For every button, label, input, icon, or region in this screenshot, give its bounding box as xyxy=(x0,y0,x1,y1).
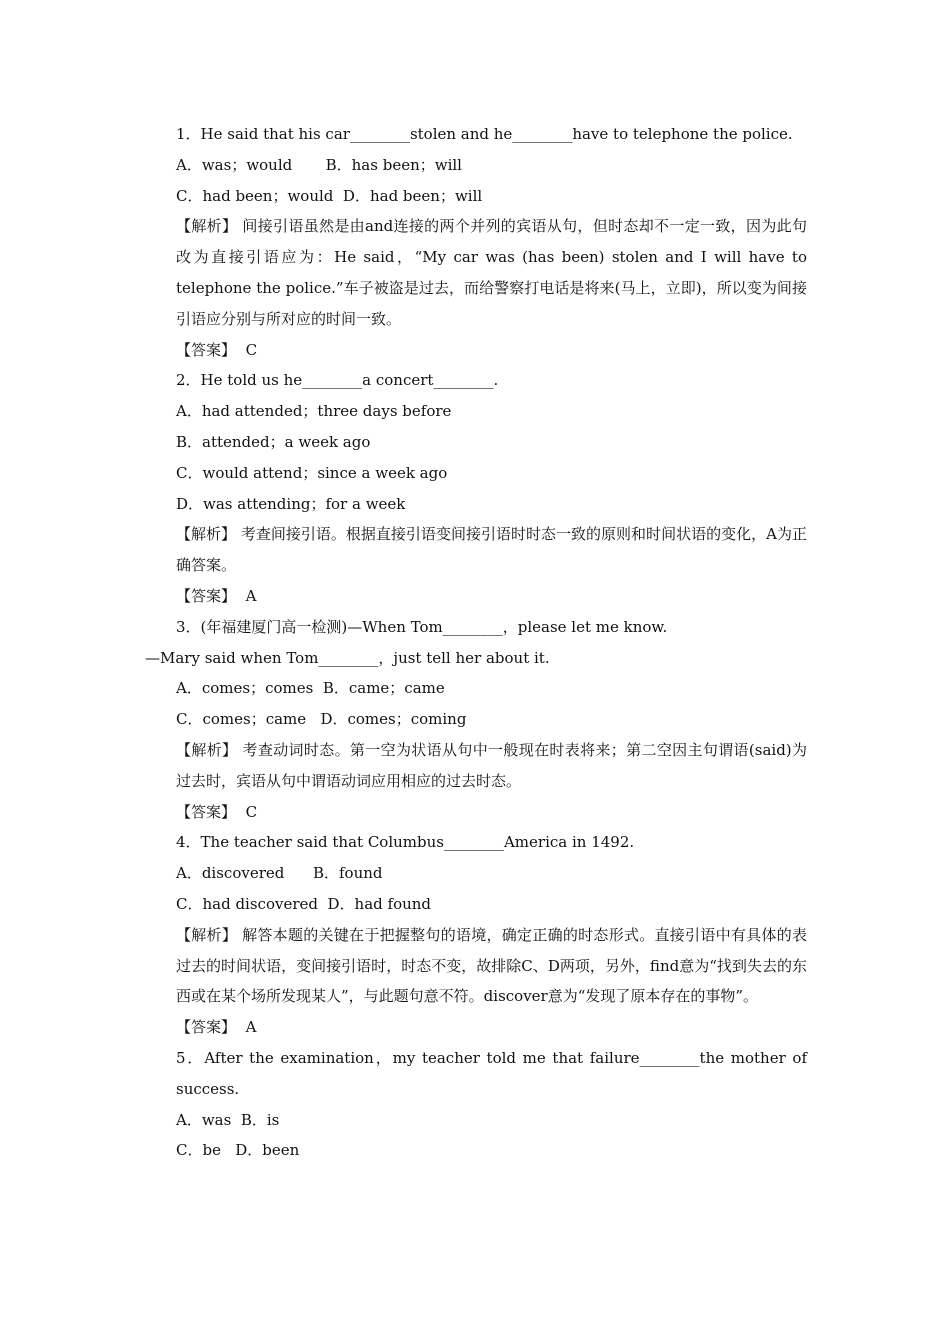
question-stem-continued: —Mary said when Tom________，just tell her about it. xyxy=(145,648,550,667)
question-stem: 3．(年福建厦门高一检测)—When Tom________，please let me know. xyxy=(176,617,668,636)
answer-value: C xyxy=(245,802,258,821)
option-line: C．had been；would D．had been；will xyxy=(176,186,483,205)
answer-value: C xyxy=(245,340,258,359)
question-5 xyxy=(145,1043,812,1166)
exercise-content xyxy=(145,119,812,1166)
analysis-paragraph xyxy=(145,920,807,1012)
option-line: A．discovered B．found xyxy=(176,864,383,883)
answer-line xyxy=(145,1012,807,1043)
answer-line xyxy=(145,581,807,612)
option-line: C．had discovered D．had found xyxy=(176,894,432,913)
option-line: B．attended；a week ago xyxy=(176,432,371,451)
analysis-tag: 【解析】 xyxy=(176,925,238,944)
answer-value: A xyxy=(245,1018,257,1037)
question-2 xyxy=(145,365,807,611)
option-line: A．comes；comes B．came；came xyxy=(176,679,445,698)
option-line: A．had attended；three days before xyxy=(176,402,452,421)
analysis-text: 考查动词时态。第一空为状语从句中一般现在时表将来；第二空因主句谓语(said)为过去时，宾语从句中谓语动词应用相应的过去时态。 xyxy=(176,740,807,790)
question-1 xyxy=(145,119,807,365)
option-line: A．was；would B．has been；will xyxy=(176,155,462,174)
analysis-paragraph xyxy=(145,519,807,581)
question-stem: 4．The teacher said that Columbus________America in 1492. xyxy=(176,833,635,852)
question-stem: 2．He told us he________a concert________. xyxy=(176,371,499,390)
analysis-tag: 【解析】 xyxy=(176,217,238,236)
question-stem: 1．He said that his car________stolen and he________have to telephone the police. xyxy=(176,125,793,143)
analysis-text: 间接引语虽然是由and连接的两个并列的宾语从句，但时态却不一定一致，因为此句改为直接引语应为：He said，“My car was (has been) stolen and I will have to telephone the police.”车子被盗是过去，而给警察打电话是将来(马上，立即)，所以变为间接引语应分别与所对应的时间一致。 xyxy=(176,217,807,328)
answer-tag: 【答案】 xyxy=(176,802,237,821)
question-stem: 5．After the examination，my teacher told me that failure________the mother of success. xyxy=(176,1048,812,1098)
option-line: C．comes；came D．comes；coming xyxy=(176,710,467,729)
analysis-text: 解答本题的关键在于把握整句的语境，确定正确的时态形式。直接引语中有具体的表过去的时间状语，变间接引语时，时态不变，故排除C、D两项，另外，find意为“找到失去的东西或在某个场所发现某人”，与此题句意不符。discover意为“发现了原本存在的事物”。 xyxy=(176,925,807,1006)
answer-tag: 【答案】 xyxy=(176,586,237,605)
answer-line xyxy=(145,335,807,366)
answer-tag: 【答案】 xyxy=(176,1018,237,1037)
answer-value: A xyxy=(245,586,257,605)
analysis-text: 考查间接引语。根据直接引语变间接引语时时态一致的原则和时间状语的变化，A为正确答案。 xyxy=(176,525,807,575)
question-3 xyxy=(145,612,807,828)
analysis-tag: 【解析】 xyxy=(176,525,237,544)
option-line: A．was B．is xyxy=(176,1110,280,1129)
answer-tag: 【答案】 xyxy=(176,340,237,359)
analysis-paragraph xyxy=(145,211,807,334)
option-line: D．was attending；for a week xyxy=(176,494,406,513)
answer-line xyxy=(145,797,807,828)
option-line: C．would attend；since a week ago xyxy=(176,463,448,482)
analysis-tag: 【解析】 xyxy=(176,740,238,759)
analysis-paragraph xyxy=(145,735,807,797)
option-line: C．be D．been xyxy=(176,1141,300,1160)
question-4 xyxy=(145,827,807,1043)
